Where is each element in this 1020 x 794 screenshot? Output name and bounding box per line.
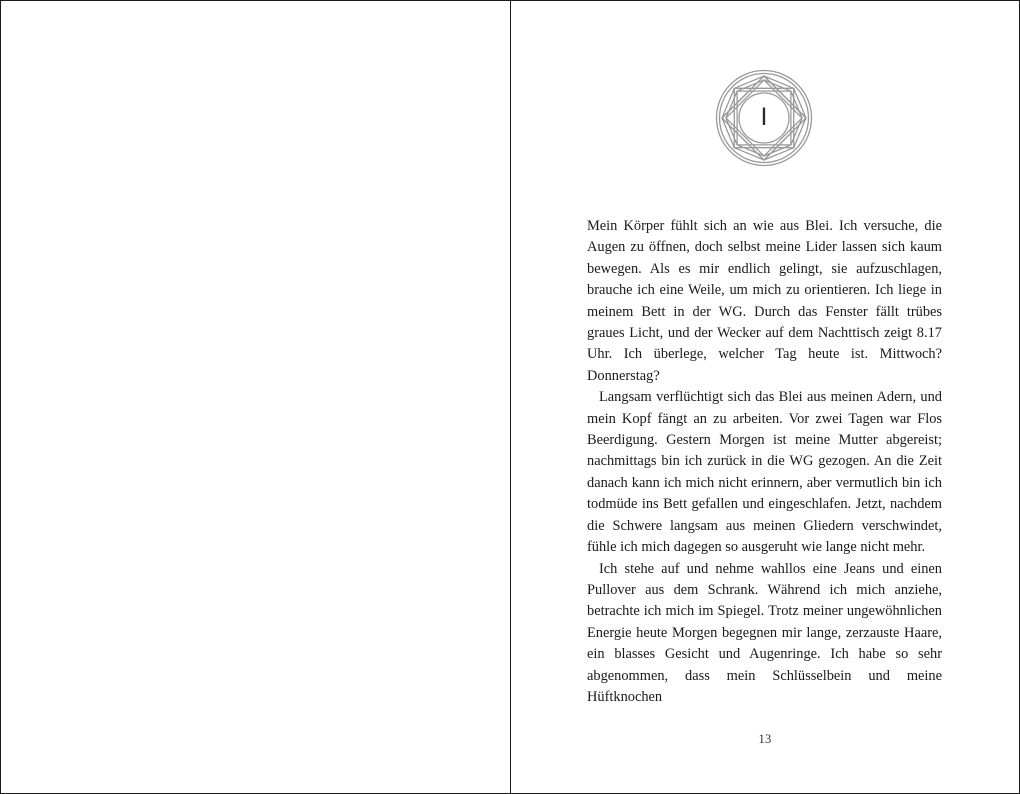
chapter-body-text [587,216,942,708]
chapter-heading [714,68,814,168]
right-page [511,1,1019,793]
chapter-numeral: I [760,103,768,131]
left-page-blank [1,1,511,793]
paragraph: Ich stehe auf und nehme wahllos eine Jeans und einen Pullover aus dem Schrank. Während ich mich anziehe, betrachte ich mich im Spiegel. Trotz meiner ungewöhnlichen Energie heute Morgen begegnen mir lange, zerzauste Haare, ein blasses Gesicht und Augenringe. Ich habe so sehr abgenommen, dass mein Schlüsselbein und meine Hüftknochen [587,560,942,705]
paragraph: Mein Körper fühlt sich an wie aus Blei. Ich versuche, die Augen zu öffnen, doch selbst meine Lider lassen sich kaum bewegen. Als es mir endlich gelingt, sie aufzuschlagen, brauche ich eine Weile, um mich zu orientieren. Ich liege in meinem Bett in der WG. Durch das Fenster fällt trübes graues Licht, und der Wecker auf dem Nachttisch zeigt 8.17 Uhr. Ich überlege, welcher Tag heute ist. Mittwoch? Donnerstag? [587,218,942,384]
page-number: 13 [758,732,772,746]
paragraph: Langsam verflüchtigt sich das Blei aus meinen Adern, und mein Kopf fängt an zu arbeiten. Vor zwei Tagen war Flos Beerdigung. Gestern Morgen ist meine Mutter abgereist; nachmittags bin ich zurück in die WG gezogen. An die Zeit danach kann ich mich nicht erinnern, aber vermutlich bin ich todmüde ins Bett gefallen und eingeschlafen. Jetzt, nachdem die Schwere langsam aus meinen Gliedern verschwindet, fühle ich mich dagegen so ausgeruht wie lange nicht mehr. [587,389,942,556]
